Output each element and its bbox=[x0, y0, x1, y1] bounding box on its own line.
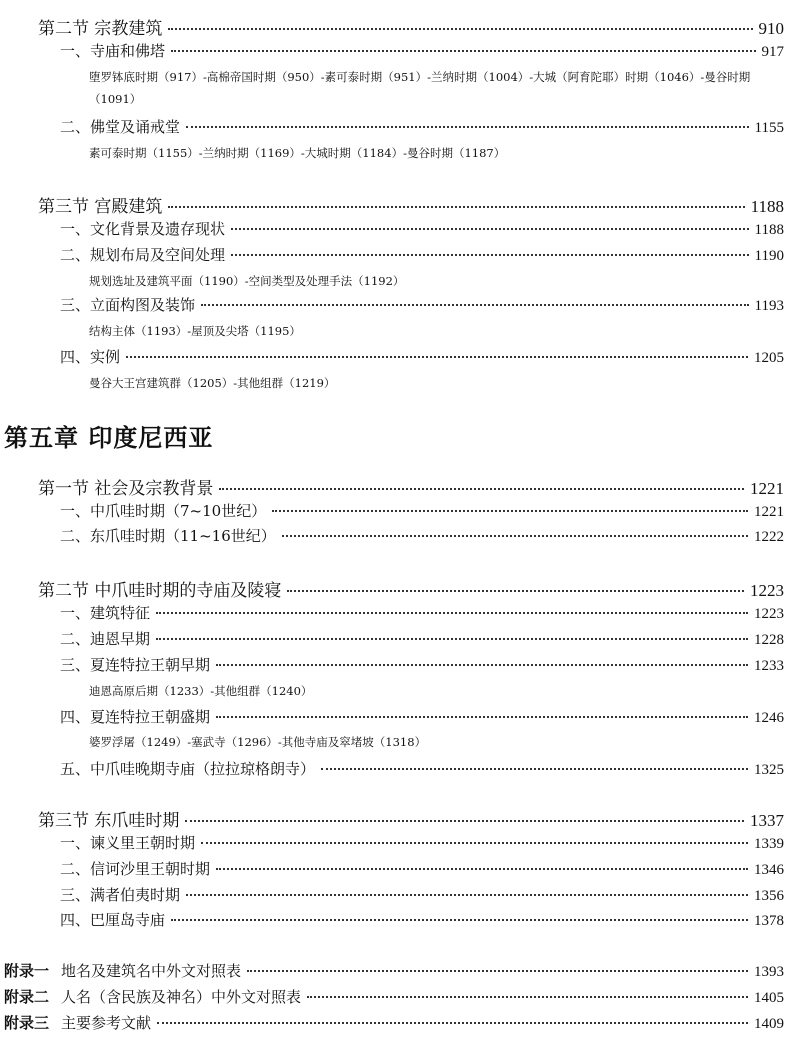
toc-item[interactable] bbox=[60, 218, 784, 239]
leader-dots bbox=[126, 356, 748, 358]
page-number: 1405 bbox=[754, 990, 784, 1006]
item-title: 一、寺庙和佛塔 bbox=[60, 42, 166, 60]
leader-dots bbox=[321, 768, 748, 770]
page-number: 1223 bbox=[750, 581, 784, 600]
toc-section-palace[interactable] bbox=[38, 192, 784, 217]
appendix-title: 主要参考文献 bbox=[61, 1014, 152, 1032]
page-number: 1221 bbox=[750, 479, 784, 498]
page-number: 1228 bbox=[754, 632, 784, 648]
page-number: 1233 bbox=[754, 658, 784, 674]
toc-item[interactable] bbox=[60, 858, 784, 879]
section-title: 第一节 社会及宗教背景 bbox=[38, 479, 214, 499]
item-title: 二、佛堂及诵戒堂 bbox=[60, 118, 181, 136]
appendix-label: 附录二 bbox=[4, 988, 50, 1006]
page-number: 1188 bbox=[750, 197, 784, 216]
toc-appendix-2[interactable] bbox=[4, 986, 784, 1007]
toc-section-east-java[interactable] bbox=[38, 806, 784, 831]
toc-appendix-3[interactable] bbox=[4, 1012, 784, 1033]
toc-item[interactable] bbox=[60, 628, 784, 649]
page-number: 1190 bbox=[754, 248, 784, 264]
toc-item[interactable] bbox=[60, 244, 784, 265]
toc-item[interactable] bbox=[60, 40, 784, 61]
section-title: 第三节 宫殿建筑 bbox=[38, 197, 163, 217]
toc-item[interactable] bbox=[60, 500, 784, 521]
toc-item[interactable] bbox=[60, 525, 784, 546]
toc-item[interactable] bbox=[60, 909, 784, 930]
toc-subitems: 堕罗钵底时期（917）-高棉帝国时期（950）-素可泰时期（951）-兰纳时期（1004）-大城（阿育陀耶）时期（1046）-曼谷时期（1091） bbox=[89, 70, 751, 106]
leader-dots bbox=[216, 664, 748, 666]
leader-dots bbox=[201, 842, 748, 844]
leader-dots bbox=[171, 50, 755, 52]
leader-dots bbox=[185, 820, 744, 822]
page-number: 1339 bbox=[754, 836, 784, 852]
toc-item[interactable] bbox=[60, 346, 784, 367]
page-number: 1246 bbox=[754, 710, 784, 726]
page-number: 910 bbox=[758, 19, 784, 38]
leader-dots bbox=[247, 970, 748, 972]
page-number: 1378 bbox=[754, 913, 784, 929]
item-title: 一、建筑特征 bbox=[60, 604, 151, 622]
page-number: 1205 bbox=[754, 350, 784, 366]
item-title: 一、谏义里王朝时期 bbox=[60, 834, 196, 852]
page-number: 1188 bbox=[754, 222, 784, 238]
item-title: 五、中爪哇晚期寺庙（拉拉琼格朗寺） bbox=[60, 760, 316, 778]
leader-dots bbox=[168, 28, 752, 30]
toc-section-central-java[interactable] bbox=[38, 576, 784, 601]
leader-dots bbox=[201, 304, 749, 306]
item-title: 四、实例 bbox=[60, 348, 121, 366]
leader-dots bbox=[186, 126, 749, 128]
page-number: 1356 bbox=[754, 888, 784, 904]
toc-subitems: 结构主体（1193）-屋顶及尖塔（1195） bbox=[89, 324, 301, 338]
leader-dots bbox=[157, 1022, 748, 1024]
page-number: 917 bbox=[761, 44, 784, 60]
page-number: 1409 bbox=[754, 1016, 784, 1032]
leader-dots bbox=[186, 894, 748, 896]
toc-item[interactable] bbox=[60, 654, 784, 675]
appendix-label: 附录三 bbox=[4, 1014, 50, 1032]
toc-item[interactable] bbox=[60, 884, 784, 905]
item-title: 二、东爪哇时期（11~16世纪） bbox=[60, 527, 276, 545]
item-title: 一、中爪哇时期（7~10世纪） bbox=[60, 502, 267, 520]
toc-subitems: 规划选址及建筑平面（1190）-空间类型及处理手法（1192） bbox=[89, 274, 405, 288]
appendix-label: 附录一 bbox=[4, 962, 50, 980]
item-title: 四、夏连特拉王朝盛期 bbox=[60, 708, 211, 726]
section-title: 第二节 宗教建筑 bbox=[38, 19, 163, 39]
leader-dots bbox=[287, 590, 744, 592]
appendix-title: 地名及建筑名中外文对照表 bbox=[61, 962, 242, 980]
leader-dots bbox=[156, 638, 748, 640]
leader-dots bbox=[216, 868, 748, 870]
toc-subitems: 婆罗浮屠（1249）-塞武寺（1296）-其他寺庙及窣堵坡（1318） bbox=[89, 735, 427, 749]
toc-item[interactable] bbox=[60, 758, 784, 779]
item-title: 二、规划布局及空间处理 bbox=[60, 246, 226, 264]
leader-dots bbox=[219, 488, 744, 490]
leader-dots bbox=[282, 535, 748, 537]
leader-dots bbox=[216, 716, 748, 718]
chapter-title: 第五章 印度尼西亚 bbox=[4, 424, 214, 452]
page-number: 1223 bbox=[754, 606, 784, 622]
toc-subitems: 曼谷大王宫建筑群（1205）-其他组群（1219） bbox=[89, 376, 336, 390]
toc-item[interactable] bbox=[60, 832, 784, 853]
section-title: 第三节 东爪哇时期 bbox=[38, 811, 180, 831]
page-number: 1221 bbox=[754, 504, 784, 520]
item-title: 二、迪恩早期 bbox=[60, 630, 151, 648]
leader-dots bbox=[272, 510, 748, 512]
appendix-title: 人名（含民族及神名）中外文对照表 bbox=[61, 988, 302, 1006]
item-title: 二、信诃沙里王朝时期 bbox=[60, 860, 211, 878]
toc-subitems: 迪恩高原后期（1233）-其他组群（1240） bbox=[89, 684, 313, 698]
item-title: 四、巴厘岛寺庙 bbox=[60, 911, 166, 929]
page-number: 1325 bbox=[754, 762, 784, 778]
item-title: 三、满者伯夷时期 bbox=[60, 886, 181, 904]
leader-dots bbox=[231, 254, 749, 256]
toc-appendix-1[interactable] bbox=[4, 960, 784, 981]
page-number: 1337 bbox=[750, 811, 784, 830]
leader-dots bbox=[156, 612, 748, 614]
leader-dots bbox=[168, 206, 744, 208]
leader-dots bbox=[307, 996, 748, 998]
toc-item[interactable] bbox=[60, 602, 784, 623]
leader-dots bbox=[231, 228, 749, 230]
page-number: 1222 bbox=[754, 529, 784, 545]
item-title: 一、文化背景及遗存现状 bbox=[60, 220, 226, 238]
page-number: 1346 bbox=[754, 862, 784, 878]
toc-item[interactable] bbox=[60, 116, 784, 137]
item-title: 三、夏连特拉王朝早期 bbox=[60, 656, 211, 674]
section-title: 第二节 中爪哇时期的寺庙及陵寝 bbox=[38, 581, 282, 601]
page-number: 1393 bbox=[754, 964, 784, 980]
item-title: 三、立面构图及装饰 bbox=[60, 296, 196, 314]
toc-item[interactable] bbox=[60, 294, 784, 315]
leader-dots bbox=[171, 919, 748, 921]
toc-section-background[interactable] bbox=[38, 474, 784, 499]
page-number: 1155 bbox=[754, 120, 784, 136]
toc-item[interactable] bbox=[60, 706, 784, 727]
toc-section-religious[interactable] bbox=[38, 14, 784, 39]
toc-subitems: 素可泰时期（1155）-兰纳时期（1169）-大城时期（1184）-曼谷时期（1187） bbox=[89, 146, 506, 160]
page-number: 1193 bbox=[754, 298, 784, 314]
